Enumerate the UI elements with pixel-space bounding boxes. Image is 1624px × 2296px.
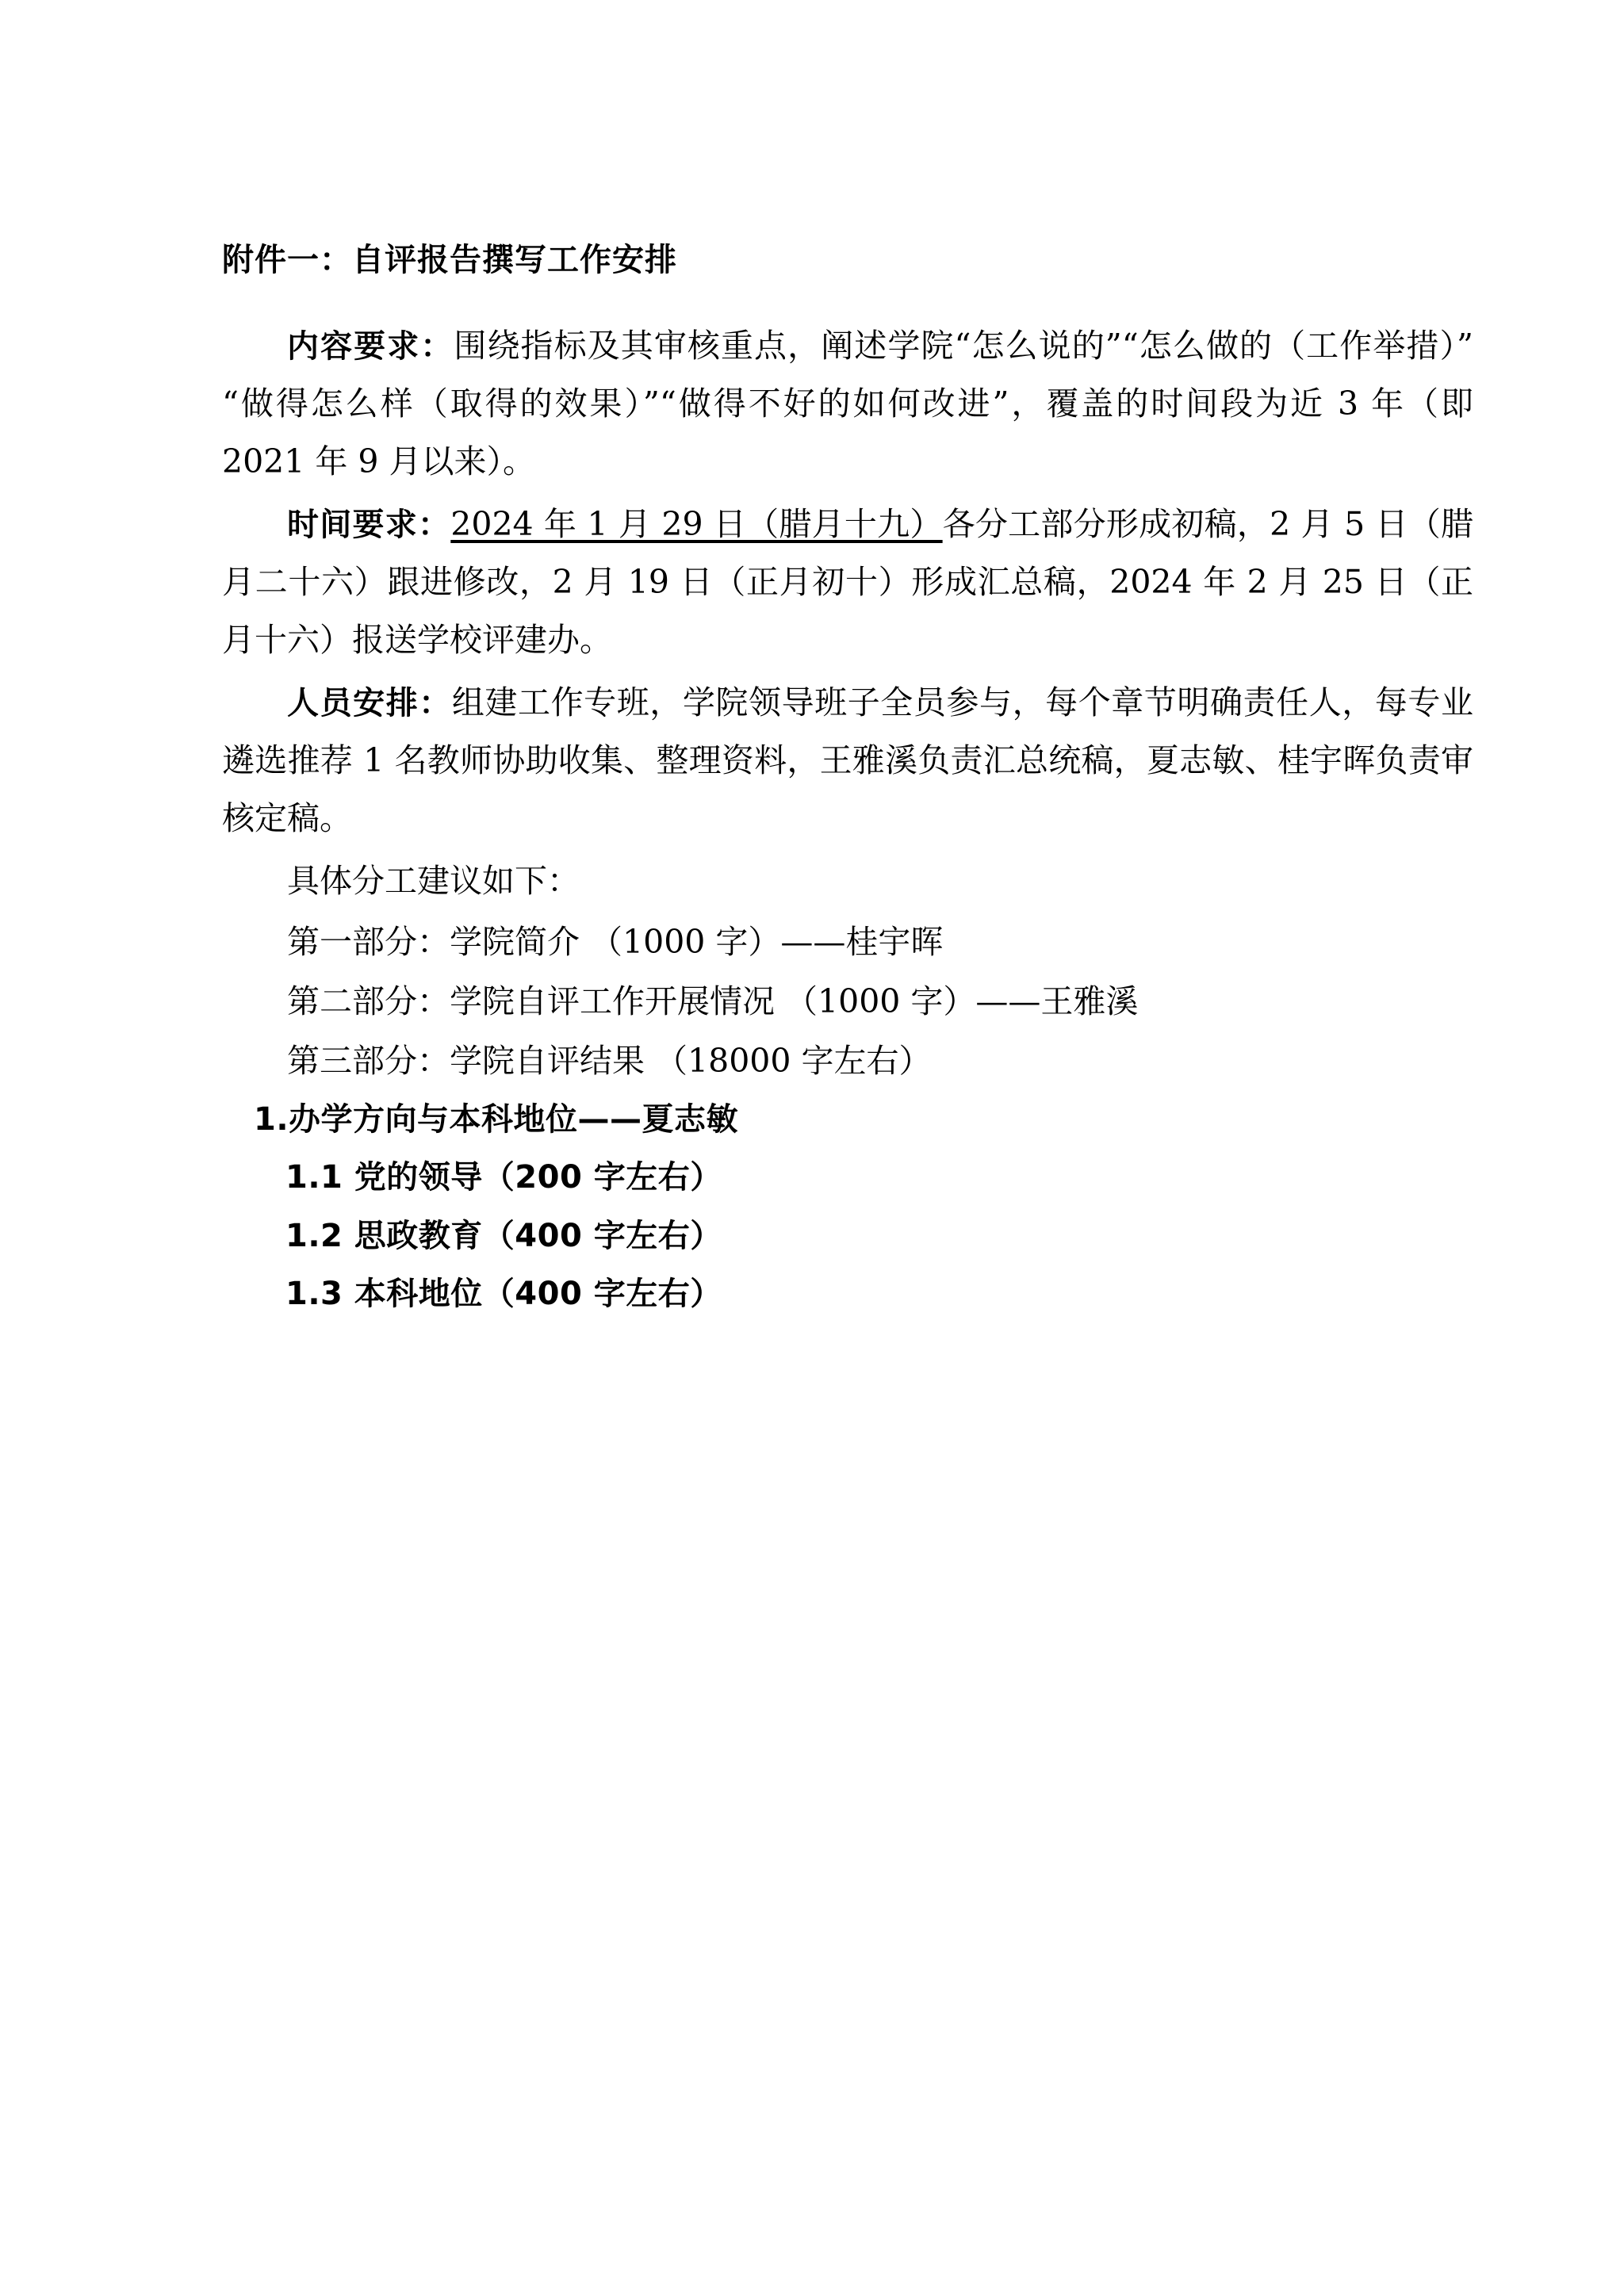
division-part-2: 第二部分：学院自评工作开展情况 （1000 字）——王雅溪 <box>287 982 1139 1021</box>
paragraph-body-time-requirement: 各分工部分形成初稿，2 月 5 日（腊月二十六）跟进修改，2 月 19 日（正月初十）形成汇总稿，2024 年 2 月 25 日（正月十六）报送学校评建办。 <box>222 505 1473 660</box>
division-part-1: 第一部分：学院简介 （1000 字）——桂宇晖 <box>287 923 944 962</box>
paragraph-content-requirement <box>222 317 1473 491</box>
division-part-3: 第三部分：学院自评结果 （18000 字左右） <box>287 1042 932 1081</box>
paragraph-body-staff-arrangement: 组建工作专班，学院领导班子全员参与，每个章节明确责任人，每专业遴选推荐 1 名教师协助收集、整理资料，王雅溪负责汇总统稿，夏志敏、桂宇晖负责审核定稿。 <box>222 683 1473 838</box>
paragraph-lead-content-requirement: 内容要求： <box>287 328 454 365</box>
division-intro: 具体分工建议如下： <box>287 862 580 901</box>
page-title: 附件一：自评报告撰写工作安排 <box>222 242 677 278</box>
outline-item-1-3: 1.3 本科地位（400 字左右） <box>285 1275 722 1312</box>
paragraph-body-content-requirement: 围绕指标及其审核重点，阐述学院“怎么说的”“怎么做的（工作举措）”“做得怎么样（取得的效果）”“做得不好的如何改进”，覆盖的时间段为近 3 年（即 2021 年 9 月以来）。 <box>222 327 1474 481</box>
outline-item-1: 1.办学方向与本科地位——夏志敏 <box>254 1101 739 1138</box>
paragraph-staff-arrangement <box>222 674 1473 848</box>
paragraph-underlined-date: 2024 年 1 月 29 日（腊月十九） <box>450 505 943 544</box>
paragraph-lead-staff-arrangement: 人员安排： <box>287 685 452 722</box>
paragraph-lead-time-requirement: 时间要求： <box>287 507 451 544</box>
outline-item-1-2: 1.2 思政教育（400 字左右） <box>285 1217 722 1254</box>
paragraph-time-requirement <box>222 496 1473 669</box>
outline-item-1-1: 1.1 党的领导（200 字左右） <box>285 1159 722 1196</box>
